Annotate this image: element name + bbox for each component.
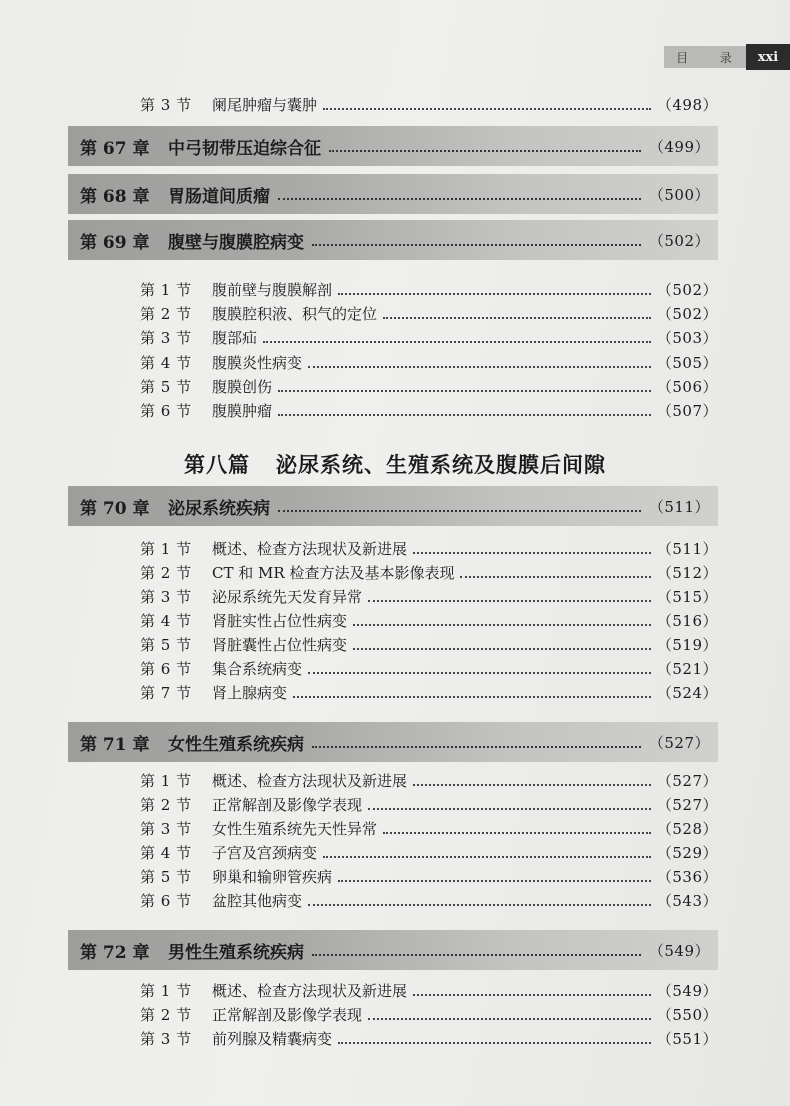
section-title: 泌尿系统先天发育异常 [212,588,363,606]
dot-leader [263,341,651,343]
dot-leader [368,600,651,602]
section-number: 第 4 节 [140,354,192,372]
section-title: 阑尾肿瘤与囊肿 [212,96,318,114]
dot-leader [312,954,641,956]
dot-leader [338,293,651,295]
section-title: 女性生殖系统先天性异常 [212,820,378,838]
toc-section-entry[interactable] [140,818,718,840]
section-number: 第 2 节 [140,796,192,814]
dot-leader [413,994,651,996]
page-number: （521） [656,660,718,678]
page-number: （528） [656,820,718,838]
chapter-number: 第 71 章 [80,734,150,755]
dot-leader [278,198,641,200]
section-number: 第 3 节 [140,588,192,606]
page-number: （500） [648,185,710,204]
toc-section-entry[interactable] [140,562,718,584]
page-number: （527） [656,796,718,814]
running-head [664,44,790,70]
section-title: CT 和 MR 检查方法及基本影像表现 [212,564,455,582]
chapter-title: 男性生殖系统疾病 [168,942,304,963]
page-number: （515） [656,588,718,606]
dot-leader [312,746,641,748]
section-title: 腹膜创伤 [212,378,273,396]
page-number: （549） [648,941,710,960]
page-number: （527） [648,733,710,752]
dot-leader [278,390,651,392]
section-number: 第 1 节 [140,772,192,790]
section-number: 第 1 节 [140,281,192,299]
section-number: 第 5 节 [140,378,192,396]
toc-section-entry[interactable] [140,400,718,422]
dot-leader [338,1042,651,1044]
page-number: （502） [648,231,710,250]
section-title: 集合系统病变 [212,660,303,678]
dot-leader [460,576,650,578]
toc-section-entry[interactable] [140,610,718,632]
chapter-number: 第 68 章 [80,186,150,207]
toc-section-entry[interactable] [140,376,718,398]
section-title: 肾脏实性占位性病变 [212,612,348,630]
section-title: 腹部疝 [212,329,258,347]
toc-section-entry[interactable] [140,327,718,349]
toc-chapter-entry[interactable] [68,220,718,260]
toc-chapter-entry[interactable] [68,126,718,166]
toc-section-entry[interactable] [140,303,718,325]
section-number: 第 3 节 [140,1030,192,1048]
toc-section-entry[interactable] [140,842,718,864]
chapter-number: 第 70 章 [80,498,150,519]
section-title: 概述、检查方法现状及新进展 [212,540,408,558]
section-number: 第 7 节 [140,684,192,702]
toc-chapter-entry[interactable] [68,722,718,762]
section-title: 盆腔其他病变 [212,892,303,910]
page-number: （506） [656,378,718,396]
part-title: 泌尿系统、生殖系统及腹膜后间隙 [276,452,606,477]
toc-section-entry[interactable] [140,890,718,912]
dot-leader [308,672,651,674]
toc-section-entry[interactable] [140,352,718,374]
chapter-title: 腹壁与腹膜腔病变 [168,232,304,253]
section-title: 腹膜炎性病变 [212,354,303,372]
part-heading[interactable] [0,448,790,480]
toc-section-entry[interactable] [140,866,718,888]
dot-leader [293,696,651,698]
section-number: 第 2 节 [140,305,192,323]
dot-leader [413,784,651,786]
page-number: （529） [656,844,718,862]
dot-leader [312,244,641,246]
page-number: （550） [656,1006,718,1024]
section-title: 腹膜肿瘤 [212,402,273,420]
section-number: 第 5 节 [140,868,192,886]
section-title: 概述、检查方法现状及新进展 [212,982,408,1000]
toc-section-entry[interactable] [140,794,718,816]
dot-leader [383,317,651,319]
running-head-page-number: xxi [746,44,790,70]
dot-leader [338,880,651,882]
section-number: 第 1 节 [140,982,192,1000]
dot-leader [278,510,641,512]
dot-leader [329,150,641,152]
section-title: 腹膜腔积液、积气的定位 [212,305,378,323]
section-number: 第 2 节 [140,1006,192,1024]
toc-section-entry[interactable] [140,770,718,792]
page-number: （549） [656,982,718,1000]
page-number: （499） [648,137,710,156]
section-number: 第 3 节 [140,96,192,114]
chapter-number: 第 72 章 [80,942,150,963]
running-head-label: 目 录 [664,46,746,68]
section-number: 第 5 节 [140,636,192,654]
chapter-title: 中弓韧带压迫综合征 [168,138,321,159]
toc-chapter-entry[interactable] [68,930,718,970]
toc-section-entry[interactable] [140,94,718,116]
toc-section-entry[interactable] [140,658,718,680]
dot-leader [353,624,651,626]
section-title: 肾上腺病变 [212,684,288,702]
section-title: 正常解剖及影像学表现 [212,1006,363,1024]
chapter-title: 泌尿系统疾病 [168,498,270,519]
dot-leader [308,366,651,368]
page-number: （516） [656,612,718,630]
chapter-title: 女性生殖系统疾病 [168,734,304,755]
dot-leader [278,414,651,416]
section-number: 第 3 节 [140,329,192,347]
dot-leader [323,108,651,110]
toc-section-entry[interactable] [140,634,718,656]
page-number: （505） [656,354,718,372]
chapter-number: 第 69 章 [80,232,150,253]
page-number: （543） [656,892,718,910]
section-number: 第 2 节 [140,564,192,582]
dot-leader [413,552,651,554]
section-number: 第 1 节 [140,540,192,558]
section-title: 前列腺及精囊病变 [212,1030,333,1048]
page-number: （507） [656,402,718,420]
section-number: 第 4 节 [140,844,192,862]
page-number: （511） [656,540,718,558]
page-number: （498） [656,96,718,114]
page-number: （502） [656,305,718,323]
toc-section-entry[interactable] [140,586,718,608]
dot-leader [368,808,651,810]
page-number: （511） [648,497,710,516]
page-number: （512） [656,564,718,582]
section-title: 子宫及宫颈病变 [212,844,318,862]
section-title: 腹前壁与腹膜解剖 [212,281,333,299]
page-number: （519） [656,636,718,654]
dot-leader [353,648,651,650]
dot-leader [323,856,651,858]
toc-section-entry[interactable] [140,682,718,704]
toc-section-entry[interactable] [140,1004,718,1026]
page-number: （536） [656,868,718,886]
dot-leader [368,1018,651,1020]
page-number: （502） [656,281,718,299]
toc-chapter-entry[interactable] [68,174,718,214]
page-number: （503） [656,329,718,347]
page-number: （551） [656,1030,718,1048]
section-title: 卵巢和输卵管疾病 [212,868,333,886]
section-number: 第 6 节 [140,402,192,420]
section-number: 第 4 节 [140,612,192,630]
dot-leader [383,832,651,834]
toc-section-entry[interactable] [140,1028,718,1050]
toc-section-entry[interactable] [140,538,718,560]
section-title: 肾脏囊性占位性病变 [212,636,348,654]
page-number: （527） [656,772,718,790]
section-number: 第 6 节 [140,660,192,678]
chapter-title: 胃肠道间质瘤 [168,186,270,207]
part-number: 第八篇 [184,452,250,477]
dot-leader [308,904,651,906]
chapter-number: 第 67 章 [80,138,150,159]
section-title: 正常解剖及影像学表现 [212,796,363,814]
section-number: 第 3 节 [140,820,192,838]
section-number: 第 6 节 [140,892,192,910]
page-number: （524） [656,684,718,702]
toc-chapter-entry[interactable] [68,486,718,526]
toc-section-entry[interactable] [140,980,718,1002]
section-title: 概述、检查方法现状及新进展 [212,772,408,790]
toc-section-entry[interactable] [140,279,718,301]
